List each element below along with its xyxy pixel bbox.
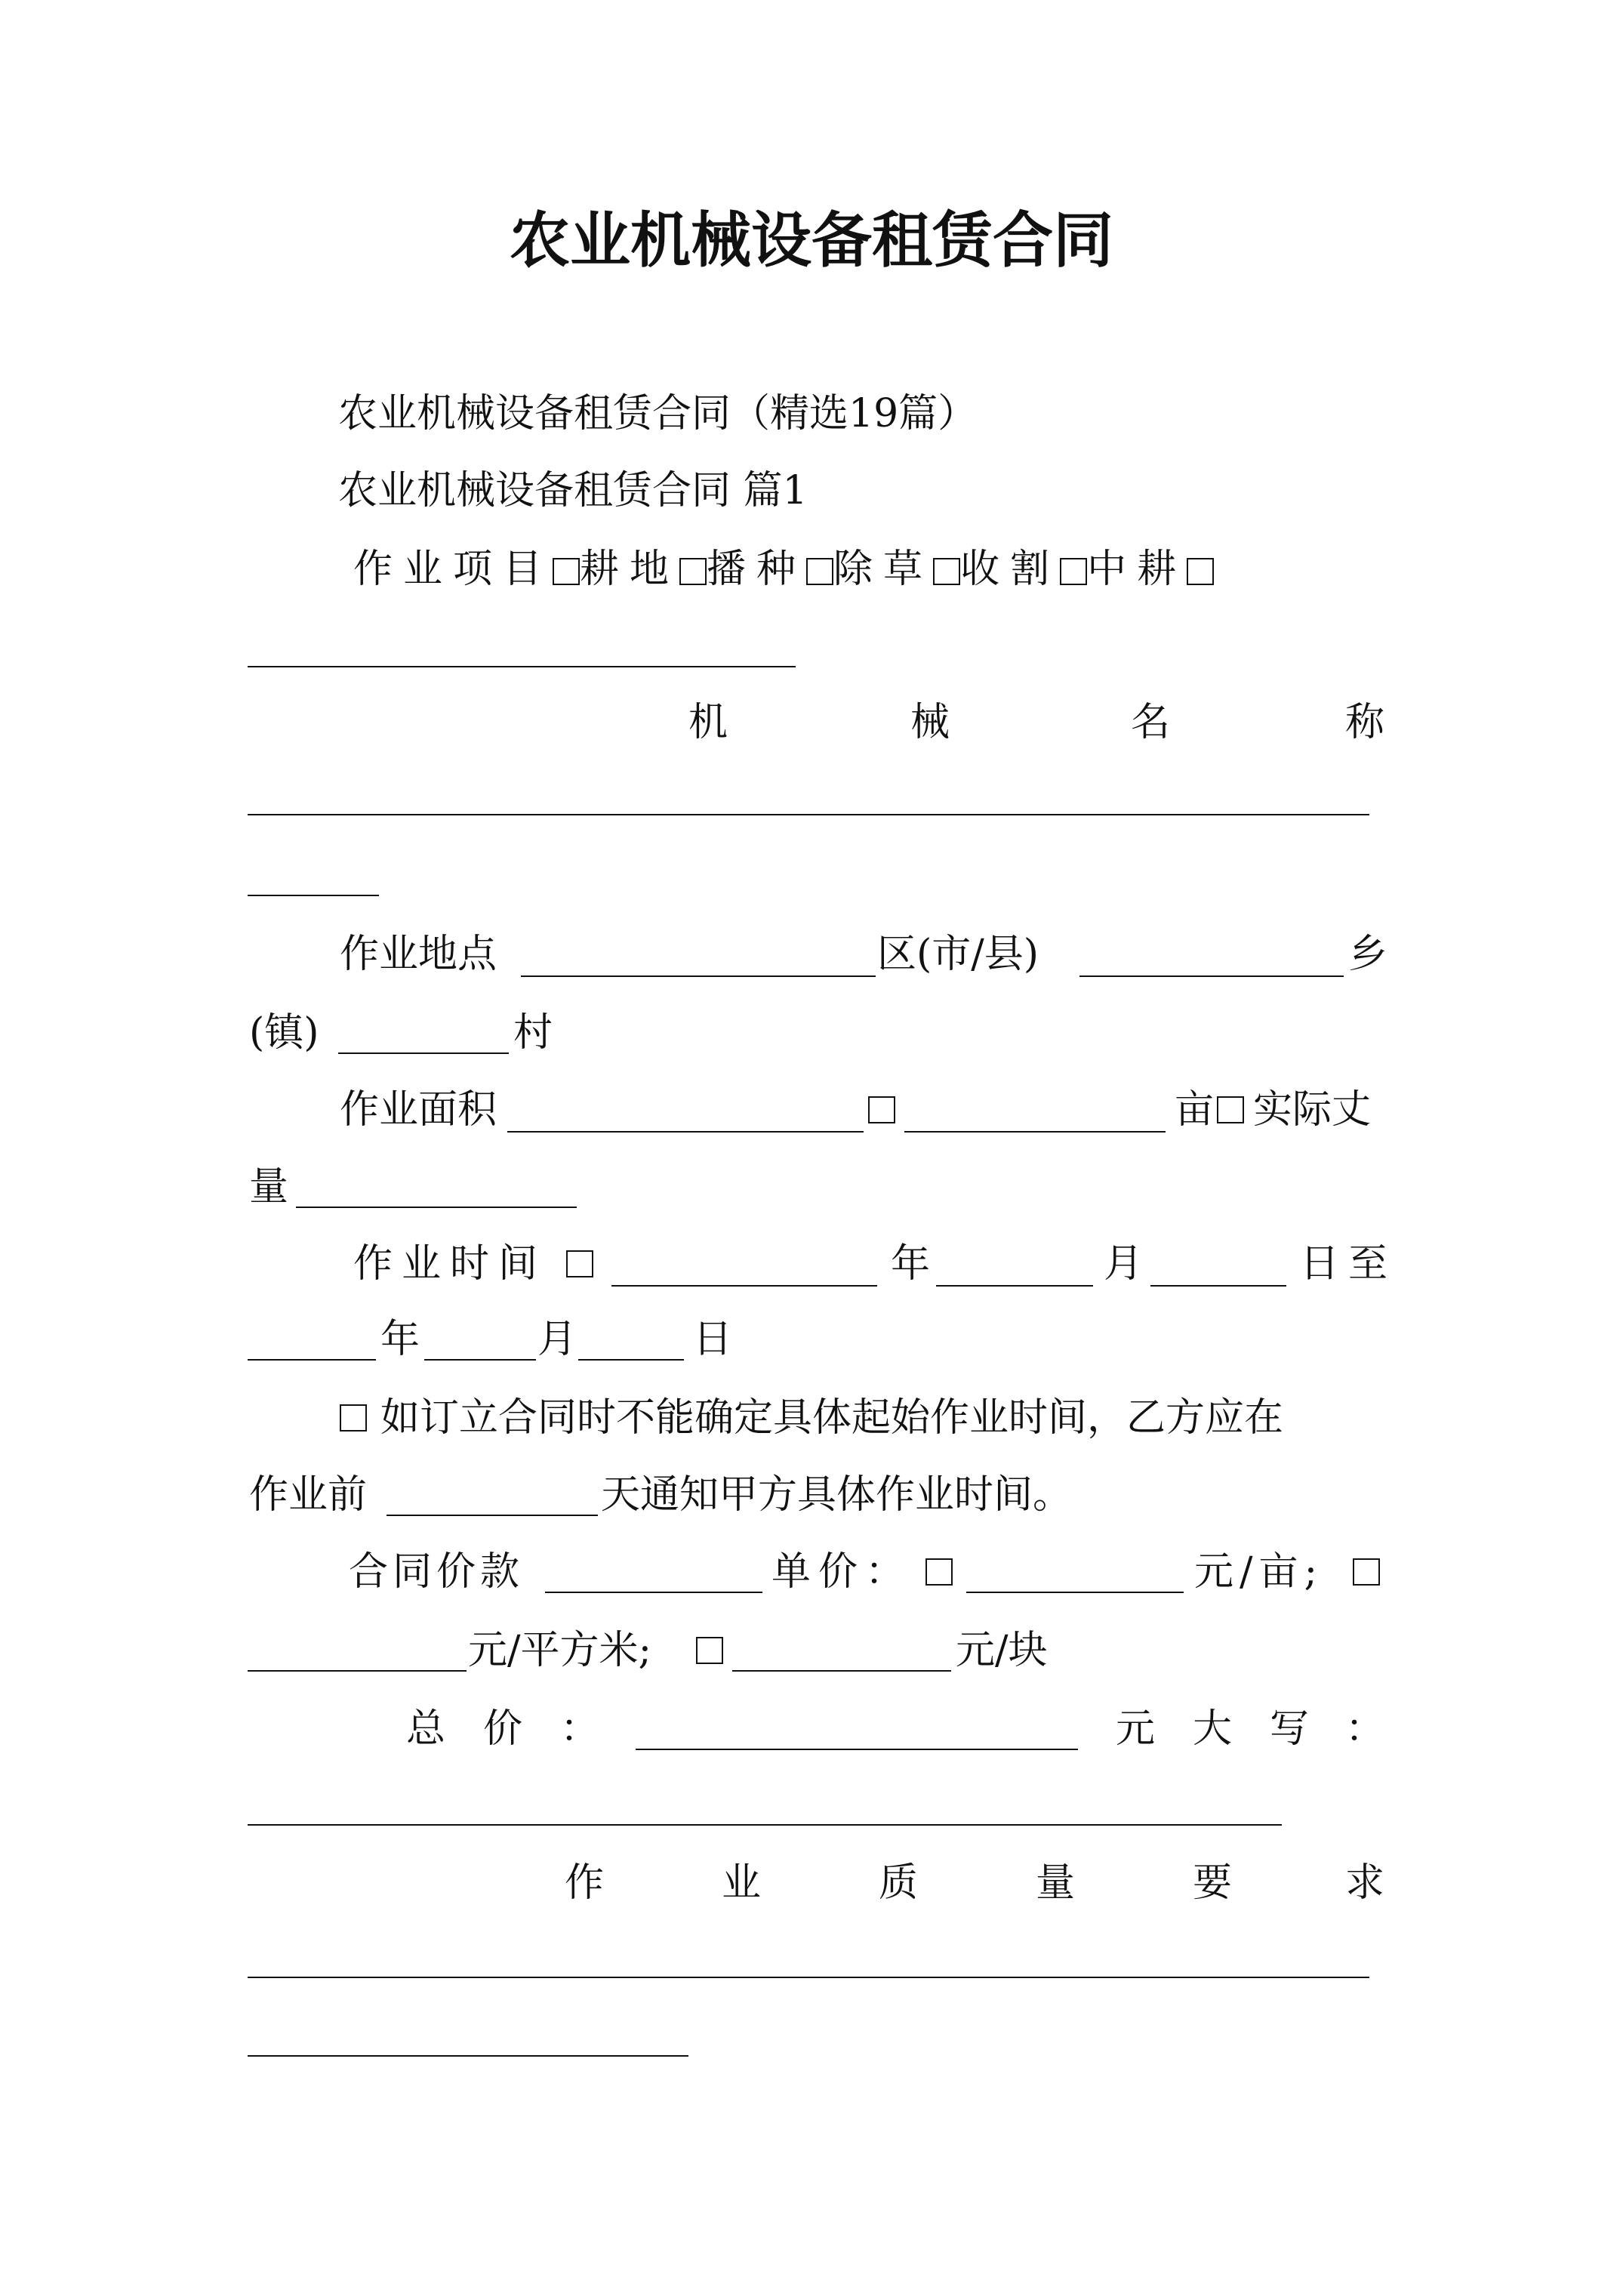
machine-name-char: 械 bbox=[910, 700, 950, 745]
work-items-other-blank[interactable] bbox=[248, 666, 796, 667]
area-label: 作业面积 bbox=[340, 1087, 497, 1133]
machine-name-char: 名 bbox=[1131, 700, 1171, 745]
work-items-line bbox=[353, 545, 1214, 593]
quality-char: 求 bbox=[1345, 1860, 1385, 1906]
start-year-blank[interactable] bbox=[611, 1285, 877, 1287]
work-item-option: 除草 bbox=[833, 547, 934, 592]
total-char: 价 bbox=[483, 1706, 523, 1752]
location-label: 作业地点 bbox=[340, 932, 497, 977]
quality-blank[interactable] bbox=[248, 1977, 1369, 1978]
work-item-option: 中耕 bbox=[1087, 547, 1187, 592]
total-char: 写 bbox=[1270, 1706, 1310, 1752]
work-item-option: 耕地 bbox=[580, 547, 680, 592]
area-mu-blank[interactable] bbox=[904, 1131, 1166, 1133]
day-to-label: 日至 bbox=[1300, 1241, 1397, 1287]
end-month-blank[interactable] bbox=[424, 1359, 536, 1361]
work-item-checkbox[interactable] bbox=[1187, 558, 1214, 585]
total-char: ： bbox=[560, 1706, 600, 1752]
day-label: 日 bbox=[693, 1317, 733, 1362]
unit-price-label: 单价： bbox=[771, 1549, 913, 1595]
area-blank[interactable] bbox=[507, 1131, 864, 1133]
start-month-blank[interactable] bbox=[936, 1285, 1093, 1287]
month-label: 月 bbox=[1104, 1241, 1144, 1287]
actual-measure-label: 实际丈 bbox=[1253, 1087, 1372, 1133]
district-label: 区(市/县) bbox=[877, 932, 1039, 977]
quality-char: 质 bbox=[879, 1860, 919, 1906]
section-heading: 农业机械设备租赁合同 篇1 bbox=[338, 468, 808, 513]
start-day-blank[interactable] bbox=[1150, 1285, 1286, 1287]
work-item-option: 播种 bbox=[707, 547, 807, 592]
machine-name-blank-cont[interactable] bbox=[248, 895, 379, 896]
work-items-label: 作业项目 bbox=[353, 547, 553, 592]
notice-days-blank[interactable] bbox=[387, 1515, 598, 1516]
end-year-blank[interactable] bbox=[248, 1359, 376, 1361]
contract-price-blank[interactable] bbox=[545, 1592, 762, 1593]
notice-checkbox[interactable] bbox=[340, 1404, 367, 1432]
area-mu-label: 亩 bbox=[1175, 1087, 1215, 1133]
year-label: 年 bbox=[891, 1241, 931, 1287]
per-mu-blank[interactable] bbox=[966, 1592, 1184, 1593]
notice-suffix: 天通知甲方具体作业时间。 bbox=[601, 1472, 1073, 1518]
quality-char: 量 bbox=[1036, 1860, 1076, 1906]
quality-blank-cont[interactable] bbox=[248, 2055, 688, 2057]
measure-blank[interactable] bbox=[296, 1207, 577, 1208]
time-label: 作业时间 bbox=[353, 1241, 547, 1287]
village-label: 村 bbox=[513, 1010, 553, 1056]
per-block-checkbox[interactable] bbox=[696, 1637, 723, 1664]
quality-char: 作 bbox=[565, 1860, 605, 1906]
document-title: 农业机械设备租赁合同 bbox=[510, 205, 1113, 276]
year-label: 年 bbox=[380, 1317, 420, 1362]
total-in-words-blank[interactable] bbox=[248, 1824, 1282, 1826]
per-block-blank[interactable] bbox=[732, 1670, 951, 1672]
machine-name-char: 机 bbox=[688, 700, 728, 745]
per-mu-checkbox[interactable] bbox=[925, 1558, 953, 1586]
per-sqm-label: 元/平方米; bbox=[468, 1628, 652, 1673]
work-item-checkbox[interactable] bbox=[553, 558, 580, 585]
township-label: 乡 bbox=[1348, 932, 1388, 977]
time-checkbox[interactable] bbox=[566, 1250, 593, 1277]
per-sqm-blank[interactable] bbox=[248, 1670, 467, 1672]
work-item-checkbox[interactable] bbox=[679, 558, 707, 585]
notice-prefix: 作业前 bbox=[249, 1472, 368, 1518]
town-blank[interactable] bbox=[338, 1052, 509, 1054]
notice-line-1: 如订立合同时不能确定具体起始作业时间，乙方应在 bbox=[380, 1395, 1284, 1441]
end-day-blank[interactable] bbox=[578, 1359, 684, 1361]
price-label: 合同价款 bbox=[349, 1549, 525, 1595]
work-item-checkbox[interactable] bbox=[1060, 558, 1087, 585]
quality-char: 要 bbox=[1193, 1860, 1233, 1906]
per-sqm-checkbox[interactable] bbox=[1353, 1558, 1380, 1586]
measure-label: 量 bbox=[249, 1164, 289, 1210]
machine-name-char: 称 bbox=[1345, 700, 1385, 745]
area-checkbox[interactable] bbox=[868, 1096, 895, 1123]
total-price-blank[interactable] bbox=[636, 1749, 1078, 1750]
total-char: ： bbox=[1345, 1706, 1385, 1752]
actual-measure-checkbox[interactable] bbox=[1217, 1096, 1244, 1123]
town-label: (镇) bbox=[249, 1010, 319, 1056]
machine-name-blank[interactable] bbox=[248, 814, 1369, 815]
township-blank[interactable] bbox=[1079, 975, 1344, 977]
document-subtitle: 农业机械设备租赁合同（精选19篇） bbox=[338, 391, 978, 436]
work-item-option: 收割 bbox=[960, 547, 1061, 592]
total-char: 元 bbox=[1116, 1706, 1156, 1752]
work-item-checkbox[interactable] bbox=[933, 558, 960, 585]
month-label: 月 bbox=[537, 1317, 577, 1362]
per-block-label: 元/块 bbox=[956, 1628, 1048, 1673]
quality-char: 业 bbox=[722, 1860, 762, 1906]
per-mu-label: 元/亩; bbox=[1194, 1549, 1324, 1595]
work-item-checkbox[interactable] bbox=[806, 558, 833, 585]
total-char: 大 bbox=[1193, 1706, 1233, 1752]
district-blank[interactable] bbox=[521, 975, 876, 977]
total-char: 总 bbox=[406, 1706, 446, 1752]
